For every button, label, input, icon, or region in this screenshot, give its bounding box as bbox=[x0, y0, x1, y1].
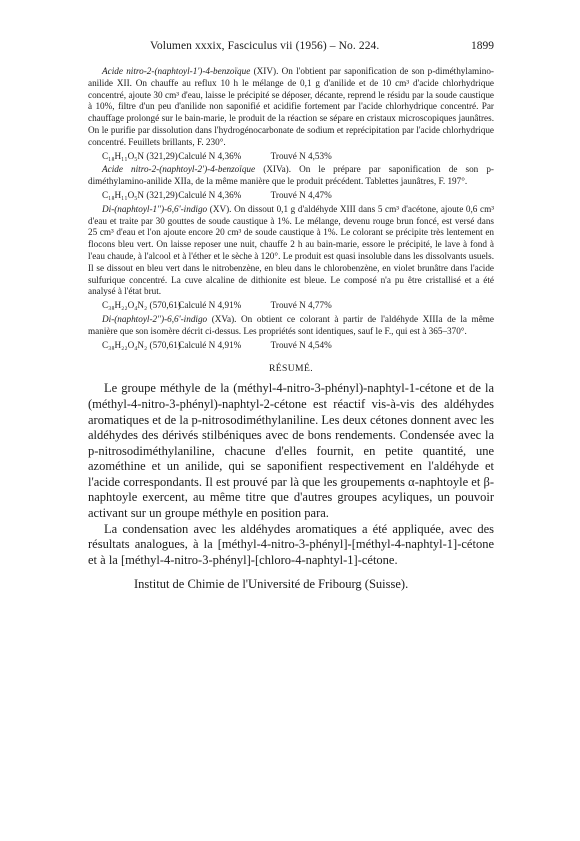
analysis-line bbox=[102, 151, 494, 163]
entry-paragraph bbox=[88, 164, 494, 188]
molecular-formula: C₁₈H₁₁O₅N (321,29) bbox=[102, 189, 178, 200]
analysis-line bbox=[102, 190, 494, 202]
compound-name: Di-(naphtoyl-1'')-6,6'-indigo bbox=[102, 203, 208, 214]
resume-paragraph: Le groupe méthyle de la (méthyl-4-nitro-3-phényl)-naphtyl-1-cétone et de la (méthyl-4-nitro-3-phényl)-naphtyl-2-cétone est réactif vis-à-vis des aldéhydes aromatiques et de la p-nitrosodiméthylaniline. Les deux cétones donnent avec les aldéhydes des dérivés stilbéniques avec de bons rendements. Condensée avec la p-nitrosodiméthylaniline, chacune d'elles fournit, en petite quantité, une azométhine et un anilide, qui se saponifient respectivement en l'aldéhyde et l'acide correspondants. Il est prouvé par là que les groupements α-naphtoyle et β-naphtoyle exercent, au même titre que d'autres groupes acyliques, un pouvoir activant sur un groupe méthyle en position para. bbox=[88, 381, 494, 521]
calculated-value: Calculé N 4,36% bbox=[178, 189, 242, 200]
found-value: Trouvé N 4,77% bbox=[270, 300, 332, 311]
calculated-value: Calculé N 4,91% bbox=[178, 339, 242, 350]
experimental-section bbox=[88, 66, 494, 351]
compound-name: Di-(naphtoyl-2'')-6,6'-indigo bbox=[102, 313, 208, 324]
entry-text: (XIV). On l'obtient par saponification de son p-diméthylamino-anilide XII. On chauffe au reflux 10 h le mélange de 0,1 g d'anilide et de 10 cm³ d'acide chlorhydrique concentré, ajoute 30 cm³ d'eau, laisse le précipité se déposer, décante, reprend le résidu par la soude caustique à 10%, filtre d'un peu d'anilide non saponifié et acidifie fortement par l'acide chlorhydrique concentré. Par chauffage prolongé sur le bain-marie, le produit de la réaction se sépare en cristaux microscopiques jaunâtres. On le purifie par dissolution dans l'hydrogénocarbonate de sodium et reprécipitation par l'acide chlorhydrique concentré. Feuillets brillants, F. 230°. bbox=[88, 66, 494, 147]
found-value: Trouvé N 4,47% bbox=[270, 189, 332, 200]
molecular-formula: C₁₈H₁₁O₅N (321,29) bbox=[102, 150, 178, 161]
molecular-formula: C₃₈H₂₂O₄N₂ (570,61) bbox=[102, 300, 181, 311]
resume-section bbox=[88, 381, 494, 593]
compound-name: Acide nitro-2-(naphtoyl-2')-4-benzoïque bbox=[102, 164, 256, 175]
resume-paragraph: La condensation avec les aldéhydes aromatiques a été appliquée, avec des résultats analogues, à la [méthyl-4-nitro-3-phényl]-[méthyl-4-naphtyl-1]-cétone et à la [méthyl-4-nitro-3-phényl]-[chloro-4-naphtyl-1]-cétone. bbox=[88, 521, 494, 567]
entry-text: (XV). On dissout 0,1 g d'aldéhyde XIII dans 5 cm³ d'acétone, ajoute 0,6 cm³ d'eau et traite par 30 gouttes de soude caustique à 1%. Le mélange, devenu rouge brun foncé, est versé dans 25 cm³ d'eau et l'on ajoute encore 20 cm³ de soude caustique à 1%. Le colorant se précipite très lentement en flocons bleu vert. On laisse reposer une nuit, chauffe 2 h au bain-marie, essore le précipité, le lave à fond à l'eau chaude, à l'alcool et à l'éther et le sèche à 120°. Le produit est quasi insoluble dans les dissolvants usuels. Il se dissout en bleu vert dans le nitrobenzène, en bleu dans le chlorobenzène, en violet brunâtre dans l'acide sulfurique concentré. La cuve alcaline de dithionite est bleue. Le composé n'a pu être cristallisé et a été analysé à l'état brut. bbox=[88, 203, 494, 297]
page-number: 1899 bbox=[471, 40, 494, 52]
found-value: Trouvé N 4,54% bbox=[270, 339, 332, 350]
institute-affiliation: Institut de Chimie de l'Université de Fribourg (Suisse). bbox=[134, 577, 409, 592]
compound-name: Acide nitro-2-(naphtoyl-1')-4-benzoïque bbox=[102, 66, 251, 76]
analysis-line bbox=[102, 300, 494, 312]
molecular-formula: C₃₈H₂₂O₄N₂ (570,61) bbox=[102, 339, 181, 350]
calculated-value: Calculé N 4,36% bbox=[178, 150, 242, 161]
entry-paragraph bbox=[88, 204, 494, 298]
entry-paragraph bbox=[88, 66, 494, 149]
found-value: Trouvé N 4,53% bbox=[270, 150, 332, 161]
entry-text: (XVa). On obtient ce colorant à partir de l'aldéhyde XIIIa de la même manière que son isomère décrit ci-dessus. Les propriétés sont identiques, sauf le F., qui est à 365–370°. bbox=[88, 313, 494, 336]
calculated-value: Calculé N 4,91% bbox=[178, 300, 242, 311]
resume-heading: RÉSUMÉ. bbox=[268, 363, 314, 375]
entry-paragraph bbox=[88, 314, 494, 338]
article-body bbox=[88, 66, 494, 593]
entry-text: (XIVa). On le prépare par saponification de son p-diméthylamino-anilide XIIa, de la même manière que le produit précédent. Tablettes jaunâtres, F. 197°. bbox=[88, 164, 494, 187]
running-title: Volumen xxxix, Fasciculus vii (1956) – No. 224. bbox=[150, 40, 380, 52]
analysis-line bbox=[102, 340, 494, 352]
